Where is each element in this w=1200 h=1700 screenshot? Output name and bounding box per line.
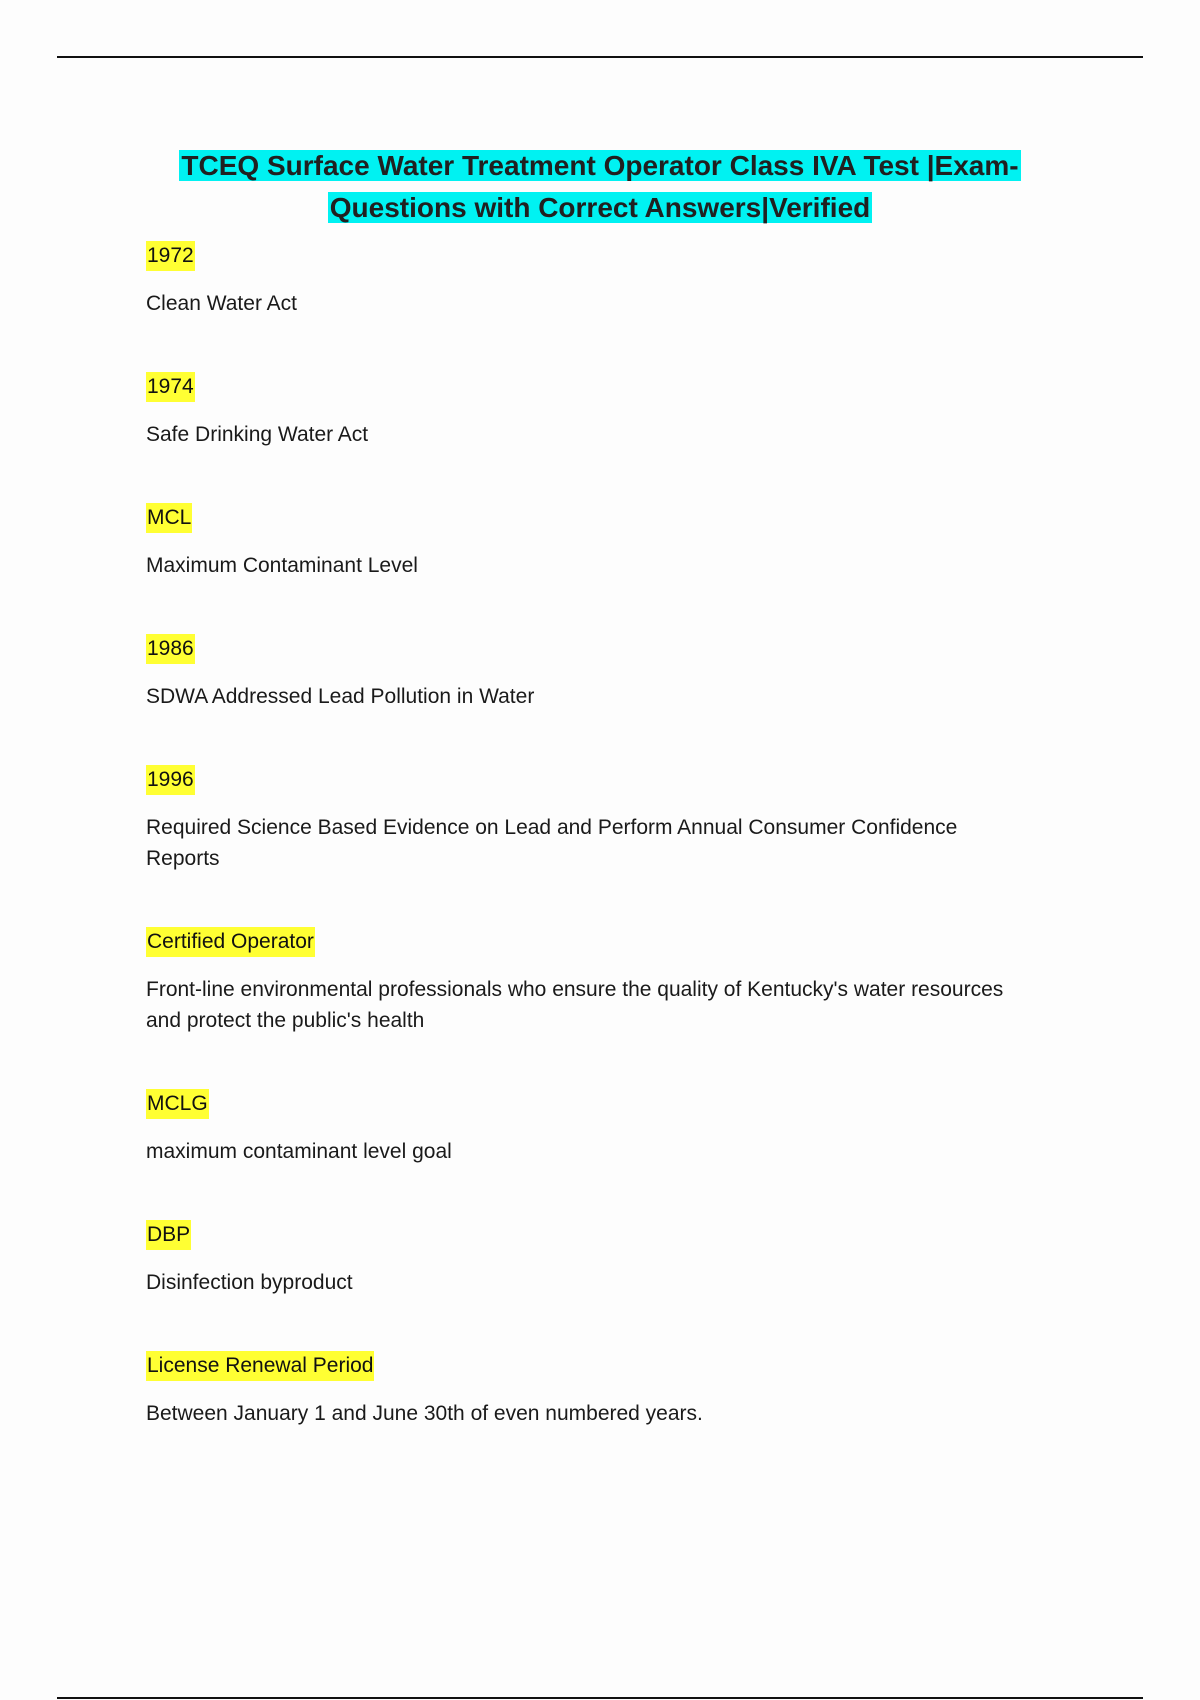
document-title bbox=[57, 145, 1143, 229]
title-line-2: Questions with Correct Answers|Verified bbox=[329, 192, 871, 223]
definition-text: Disinfection byproduct bbox=[146, 1271, 353, 1294]
term-label: MCLG bbox=[146, 1089, 209, 1119]
definition-text: Maximum Contaminant Level bbox=[146, 554, 418, 577]
term-label: Certified Operator bbox=[146, 927, 315, 957]
qa-item bbox=[146, 1220, 1026, 1298]
term-label: 1972 bbox=[146, 241, 195, 271]
qa-item bbox=[146, 1351, 1026, 1429]
term-label: 1996 bbox=[146, 765, 195, 795]
term-label: DBP bbox=[146, 1220, 191, 1250]
definition-text: Required Science Based Evidence on Lead and Perform Annual Consumer Confidence Reports bbox=[146, 816, 958, 870]
term-label: License Renewal Period bbox=[146, 1351, 374, 1381]
definition-text: Between January 1 and June 30th of even numbered years. bbox=[146, 1402, 703, 1425]
term-label: 1974 bbox=[146, 372, 195, 402]
qa-list bbox=[146, 241, 1026, 1482]
qa-item bbox=[146, 241, 1026, 319]
top-rule bbox=[57, 56, 1143, 58]
qa-item bbox=[146, 765, 1026, 874]
qa-item bbox=[146, 634, 1026, 712]
definition-text: Clean Water Act bbox=[146, 292, 297, 315]
definition-text: SDWA Addressed Lead Pollution in Water bbox=[146, 685, 535, 708]
definition-text: maximum contaminant level goal bbox=[146, 1140, 452, 1163]
qa-item bbox=[146, 503, 1026, 581]
qa-item bbox=[146, 927, 1026, 1036]
qa-item bbox=[146, 1089, 1026, 1167]
title-line-1: TCEQ Surface Water Treatment Operator Class IVA Test |Exam- bbox=[181, 150, 1019, 181]
definition-text: Front-line environmental professionals who ensure the quality of Kentucky's water resources and protect the public's health bbox=[146, 978, 1004, 1032]
term-label: 1986 bbox=[146, 634, 195, 664]
term-label: MCL bbox=[146, 503, 192, 533]
definition-text: Safe Drinking Water Act bbox=[146, 423, 369, 446]
bottom-rule bbox=[57, 1697, 1143, 1699]
qa-item bbox=[146, 372, 1026, 450]
